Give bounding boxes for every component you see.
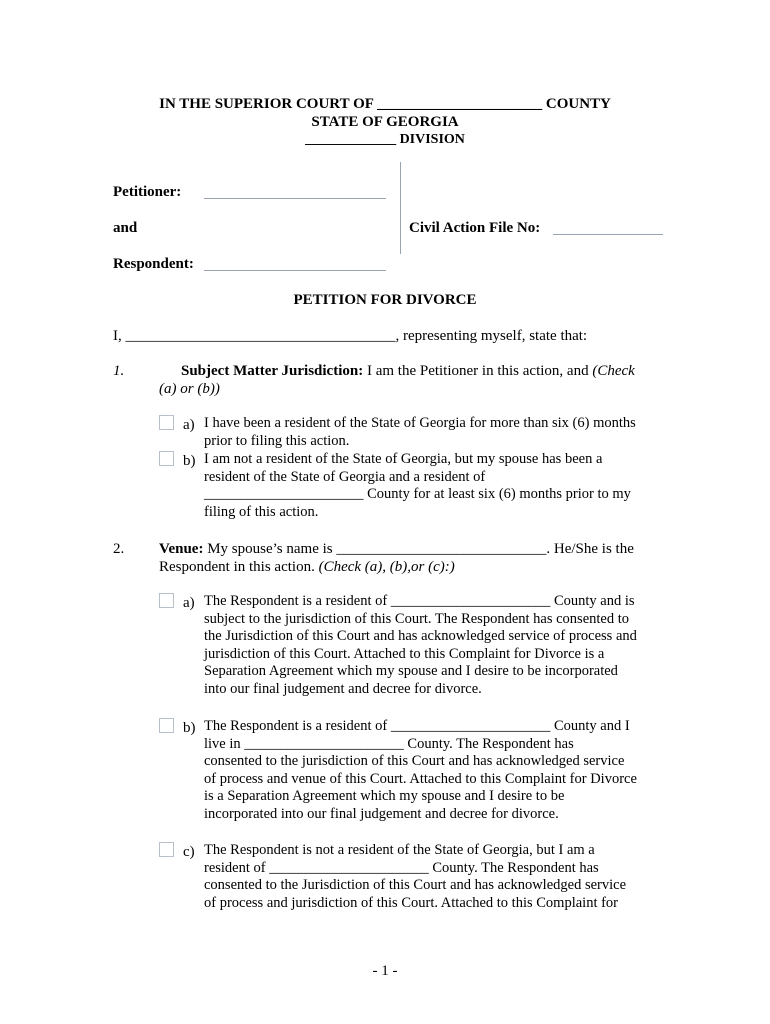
section1-option-a-letter: a) [183, 417, 195, 433]
section1-option-a-checkbox[interactable] [159, 415, 174, 430]
section2-option-b-letter: b) [183, 720, 196, 736]
text-line: live in ______________________ County. The Respondent has [204, 735, 574, 752]
section2-option-c-text [204, 842, 626, 912]
text-line: subject to the jurisdiction of this Court. The Respondent has consented to [204, 610, 630, 627]
section1-text: I am the Petitioner in this action, and [363, 363, 593, 379]
section2-line2-text: Respondent in this action. [159, 559, 319, 575]
section1-check-note-a: (Check [592, 363, 635, 379]
civil-action-label: Civil Action File No: [409, 220, 541, 236]
document-title: PETITION FOR DIVORCE [293, 292, 477, 308]
text-line: I have been a resident of the State of Georgia for more than six (6) months [204, 415, 636, 431]
text-line: of process and jurisdiction of this Court. Attached to this Complaint for [204, 894, 619, 911]
section2-line2 [159, 558, 455, 576]
section2-option-a-checkbox[interactable] [159, 593, 174, 608]
section2-heading: Venue: [159, 541, 204, 557]
text-line: resident of the State of Georgia and a resident of [204, 468, 486, 485]
section1-heading: Subject Matter Jurisdiction: [181, 363, 364, 379]
civil-action-file-field[interactable] [553, 234, 663, 235]
section2-text: My spouse’s name is ____________________________. He/She is the [203, 541, 634, 557]
text-line: incorporated into our final judgement and decree for divorce. [204, 805, 559, 822]
section2-option-c-checkbox[interactable] [159, 842, 174, 857]
text-line: The Respondent is a resident of ______________________ County and I [204, 718, 630, 734]
text-line: jurisdiction of this Court. Attached to this Complaint for Divorce is a [204, 645, 605, 662]
text-line: prior to filing this action. [204, 432, 350, 449]
section1-option-b-checkbox[interactable] [159, 451, 174, 466]
section2-option-b-checkbox[interactable] [159, 718, 174, 733]
section2-option-b-text [204, 718, 637, 824]
section1-heading-line [181, 362, 635, 380]
petitioner-field[interactable] [204, 198, 386, 199]
section2-check-note: (Check (a), (b),or (c):) [318, 559, 455, 575]
text-line: I am not a resident of the State of Georgia, but my spouse has been a [204, 451, 603, 467]
text-line: the Jurisdiction of this Court and has acknowledged service of process and [204, 628, 637, 645]
and-label: and [113, 220, 138, 236]
court-header-division: _____________ DIVISION [305, 132, 465, 147]
intro-statement: I, ____________________________________, representing myself, state that: [113, 328, 588, 344]
court-header-state: STATE OF GEORGIA [311, 114, 459, 130]
text-line: The Respondent is not a resident of the State of Georgia, but I am a [204, 842, 595, 858]
section1-check-note-b: (a) or (b)) [159, 381, 220, 397]
text-line: into our final judgement and decree for divorce. [204, 680, 482, 697]
petitioner-label: Petitioner: [113, 184, 182, 200]
page-number: - 1 - [372, 963, 398, 979]
respondent-label: Respondent: [113, 256, 194, 272]
text-line: The Respondent is a resident of ______________________ County and is [204, 593, 635, 609]
text-line: consented to the jurisdiction of this Court and has acknowledged service [204, 753, 625, 770]
section2-option-c-letter: c) [183, 844, 195, 860]
text-line: consented to the Jurisdiction of this Court and has acknowledged service [204, 877, 627, 894]
section1-number: 1. [113, 363, 125, 379]
section1-option-b-letter: b) [183, 453, 196, 469]
section2-option-a-text [204, 593, 637, 699]
text-line: ______________________ County for at least six (6) months prior to my [204, 486, 631, 503]
section2-option-a-letter: a) [183, 595, 195, 611]
section1-option-b-text [204, 451, 631, 521]
section2-number: 2. [113, 541, 125, 557]
text-line: Separation Agreement which my spouse and I desire to be incorporated [204, 663, 618, 680]
caption-divider [400, 162, 401, 254]
court-header-line1: IN THE SUPERIOR COURT OF ______________________ COUNTY [159, 96, 611, 112]
section2-heading-line [159, 540, 634, 558]
section1-option-a-text [204, 415, 636, 450]
text-line: resident of ______________________ County. The Respondent has [204, 859, 599, 876]
text-line: is a Separation Agreement which my spouse and I desire to be [204, 788, 565, 805]
respondent-field[interactable] [204, 270, 386, 271]
text-line: of process and venue of this Court. Attached to this Complaint for Divorce [204, 770, 637, 787]
text-line: filing of this action. [204, 503, 319, 520]
